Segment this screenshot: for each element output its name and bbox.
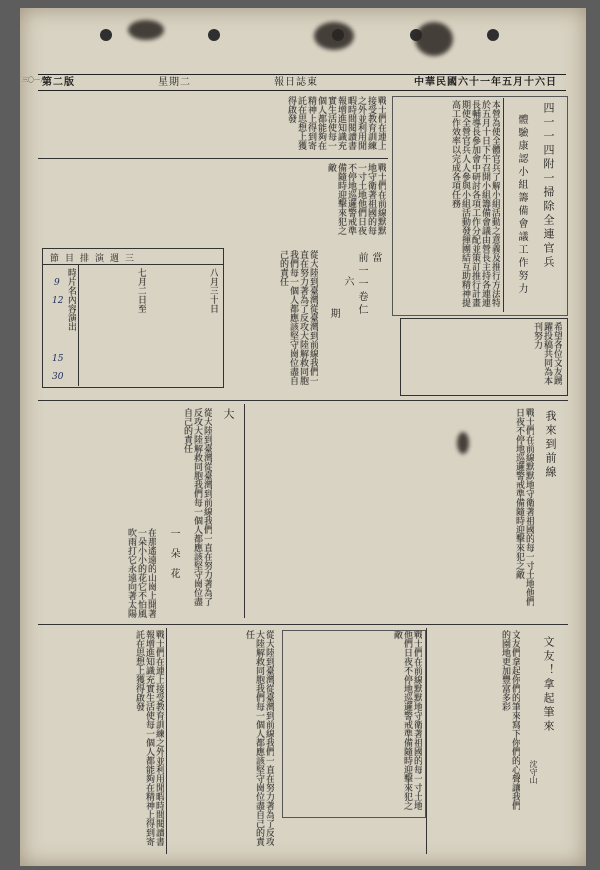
article-body: 本營為使全體官兵了解小組活動之意義及推行方法特於五月十日下午召開小組籌備會議由營長主持各連連長輔導長參加會中研討各項工作分配並策訂推行計畫期使全營官兵人人參與小組活動發揮團結互助精神提高工作效率以完成各項任務 xyxy=(450,100,500,307)
poem-body: 在那遙遠的山崗上開著一朵小小的花它不怕風吹雨打它永遠向著太陽 xyxy=(126,528,156,618)
schedule-col: 八月三十日 xyxy=(208,268,218,313)
section-rule xyxy=(38,624,568,625)
schedule-header: 節目排演週三 xyxy=(50,254,141,264)
newspaper-page xyxy=(20,8,586,866)
poem-title: 一朵花 xyxy=(168,528,179,588)
article-body: 從大陸到臺灣從臺灣到前線我們一直在努力著為了反攻大陸解救同胞我們每一個人都應該堅守崗位盡自己的責任 xyxy=(244,630,274,846)
masthead xyxy=(38,74,566,91)
handwritten-note: 15 xyxy=(52,354,64,364)
feature-body: 戰士們在前線默默地守衛著祖國的每一寸土地他們日夜不停地巡邏警戒準備隨時迎擊來犯之敵 xyxy=(514,408,534,606)
schedule-col: 時片名內容演出 xyxy=(66,268,76,331)
article-frame xyxy=(392,96,568,316)
feature-body: 從大陸到臺灣從臺灣到前線我們一直在努力著為了反攻大陸解救同胞我們每一個人都應該堅守崗位盡自己的責任 xyxy=(182,408,212,606)
ink-stain xyxy=(415,22,453,56)
column-rule xyxy=(426,628,427,854)
column-title: 當 xyxy=(370,252,381,265)
handwritten-note: 9 xyxy=(54,278,60,288)
section-rule xyxy=(38,158,388,159)
schedule-rule xyxy=(42,264,223,265)
schedule-rule xyxy=(78,264,79,386)
ink-stain xyxy=(128,20,164,40)
section-rule xyxy=(38,400,568,401)
masthead-date: 中華民國六十一年五月十六日 xyxy=(414,77,557,88)
masthead-paper-name: 報日誌東 xyxy=(274,77,318,88)
schedule-col: 七月二日至 xyxy=(136,268,146,313)
binder-hole xyxy=(487,29,499,41)
column-rule xyxy=(166,628,167,854)
article-frame xyxy=(282,630,426,818)
binder-hole xyxy=(208,29,220,41)
article-body: 戰士們在連上接受教育訓練之外並利用閒暇時間閱讀書報增進知識充實生活使每一個人都能夠在精神上得到寄託在思想上獲得啟發 xyxy=(286,96,386,150)
notice-body: 希望各位文友踴躍投稿共同為本刊努力 xyxy=(532,322,562,385)
binder-hole xyxy=(100,29,112,41)
article-body: 戰士們在前線默默地守衛著祖國的每一寸土地他們日夜不停地巡邏警戒準備隨時迎擊來犯之敵 xyxy=(392,630,422,810)
article-body: 文友們拿起你們的筆來寫下你們的心聲讓我們的園地更加豐富多彩 xyxy=(500,630,520,810)
handwritten-note: 12 xyxy=(52,296,64,306)
side-mark: 三〇一九 xyxy=(22,77,47,84)
handwritten-note: 30 xyxy=(52,372,64,382)
ink-stain xyxy=(314,22,354,50)
article-body: 從大陸到臺灣從臺灣到前線我們一直在努力著為了反攻大陸解救同胞我們每一個人都應該堅守崗位盡自己的責任 xyxy=(278,250,318,385)
column-title: 六 xyxy=(342,276,353,289)
subheadline: 體驗康認小組籌備會議工作努力 xyxy=(516,114,527,296)
headline: 四一一四附一掃除全連官兵 xyxy=(542,102,555,270)
feature-title: 大 xyxy=(222,408,235,422)
column-rule xyxy=(244,404,245,618)
author-name: 沈守山 xyxy=(529,760,538,784)
article-body: 戰士們在前線默默地守衛著祖國的每一寸土地他們日夜不停地巡邏警戒準備隨時迎擊來犯之敵 xyxy=(326,163,386,235)
column-title: 文友！拿起筆來 xyxy=(542,636,555,734)
column-title: 前一一卷仁 xyxy=(356,252,367,317)
column-title: 期 xyxy=(328,308,339,321)
article-body: 戰士們在連上接受教育訓練之外並利用閒暇時間閱讀書報增進知識充實生活使每一個人都能夠在精神上得到寄託在思想上獲得啟發 xyxy=(134,630,164,846)
feature-title: 我來到前線 xyxy=(544,410,557,480)
masthead-weekday: 星期二 xyxy=(158,77,191,88)
masthead-page: 第二版 xyxy=(42,77,75,88)
